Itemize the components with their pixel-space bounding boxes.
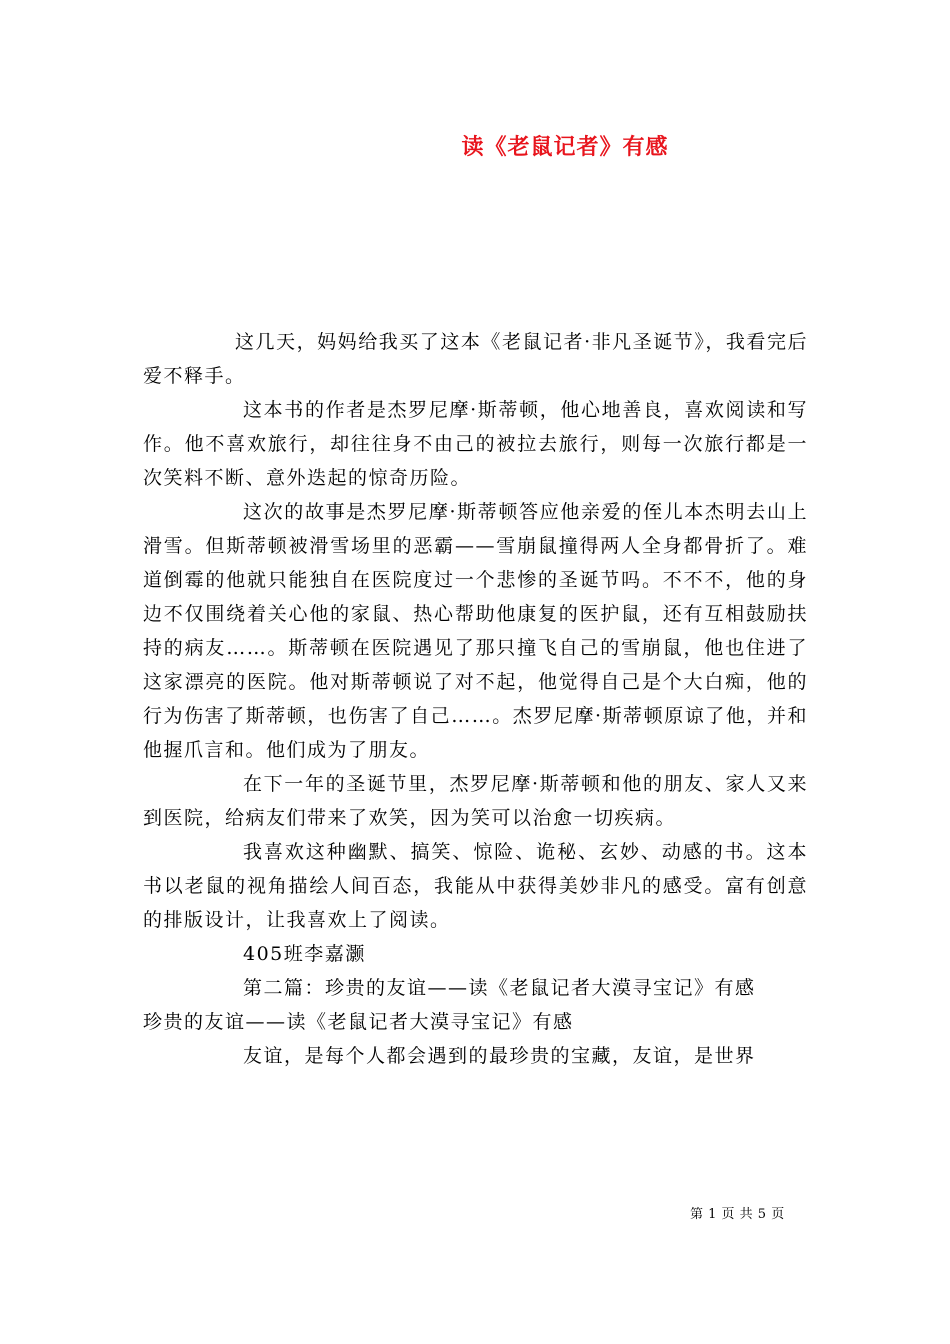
paragraph-6: 友谊，是每个人都会遇到的最珍贵的宝藏，友谊，是世界 — [243, 1045, 756, 1067]
paragraph-3: 这次的故事是杰罗尼摩·斯蒂顿答应他亲爱的侄儿本杰明去山上滑雪。但斯蒂顿被滑雪场里的恶霸——雪崩鼠撞得两人全身都骨折了。难道倒霉的他就只能独自在医院度过一个悲惨的圣诞节吗。不不不，他的身边不仅围绕着关心他的家鼠、热心帮助他康复的医护鼠，还有互相鼓励扶持的病友……。斯蒂顿在医院遇见了那只撞飞自己的雪崩鼠，他也住进了这家漂亮的医院。他对斯蒂顿说了对不起，他觉得自己是个大白痴，他的行为伤害了斯蒂顿，也伤害了自己……。杰罗尼摩·斯蒂顿原谅了他，并和他握爪言和。他们成为了朋友。 — [143, 501, 808, 761]
paragraph-1: 这几天，妈妈给我买了这本《老鼠记者·非凡圣诞节》，我看完后爱不释手。 — [143, 331, 808, 387]
document-title: 读《老鼠记者》有感 — [461, 134, 669, 160]
author-line: 405班李嘉灏 — [243, 943, 366, 965]
paragraph-5: 我喜欢这种幽默、搞笑、惊险、诡秘、玄妙、动感的书。这本书以老鼠的视角描绘人间百态，我能从中获得美妙非凡的感受。富有创意的排版设计，让我喜欢上了阅读。 — [143, 841, 808, 931]
second-article-heading: 第二篇：珍贵的友谊——读《老鼠记者大漠寻宝记》有感 — [243, 977, 756, 999]
paragraph-2: 这本书的作者是杰罗尼摩·斯蒂顿，他心地善良，喜欢阅读和写作。他不喜欢旅行，却往往身不由己的被拉去旅行，则每一次旅行都是一次笑料不断、意外迭起的惊奇历险。 — [143, 399, 808, 489]
page-footer: 第 1 页 共 5 页 — [690, 1207, 785, 1222]
document-body — [143, 325, 808, 1073]
paragraph-4: 在下一年的圣诞节里，杰罗尼摩·斯蒂顿和他的朋友、家人又来到医院，给病友们带来了欢笑，因为笑可以治愈一切疾病。 — [143, 773, 808, 829]
second-article-title: 珍贵的友谊——读《老鼠记者大漠寻宝记》有感 — [143, 1011, 574, 1033]
